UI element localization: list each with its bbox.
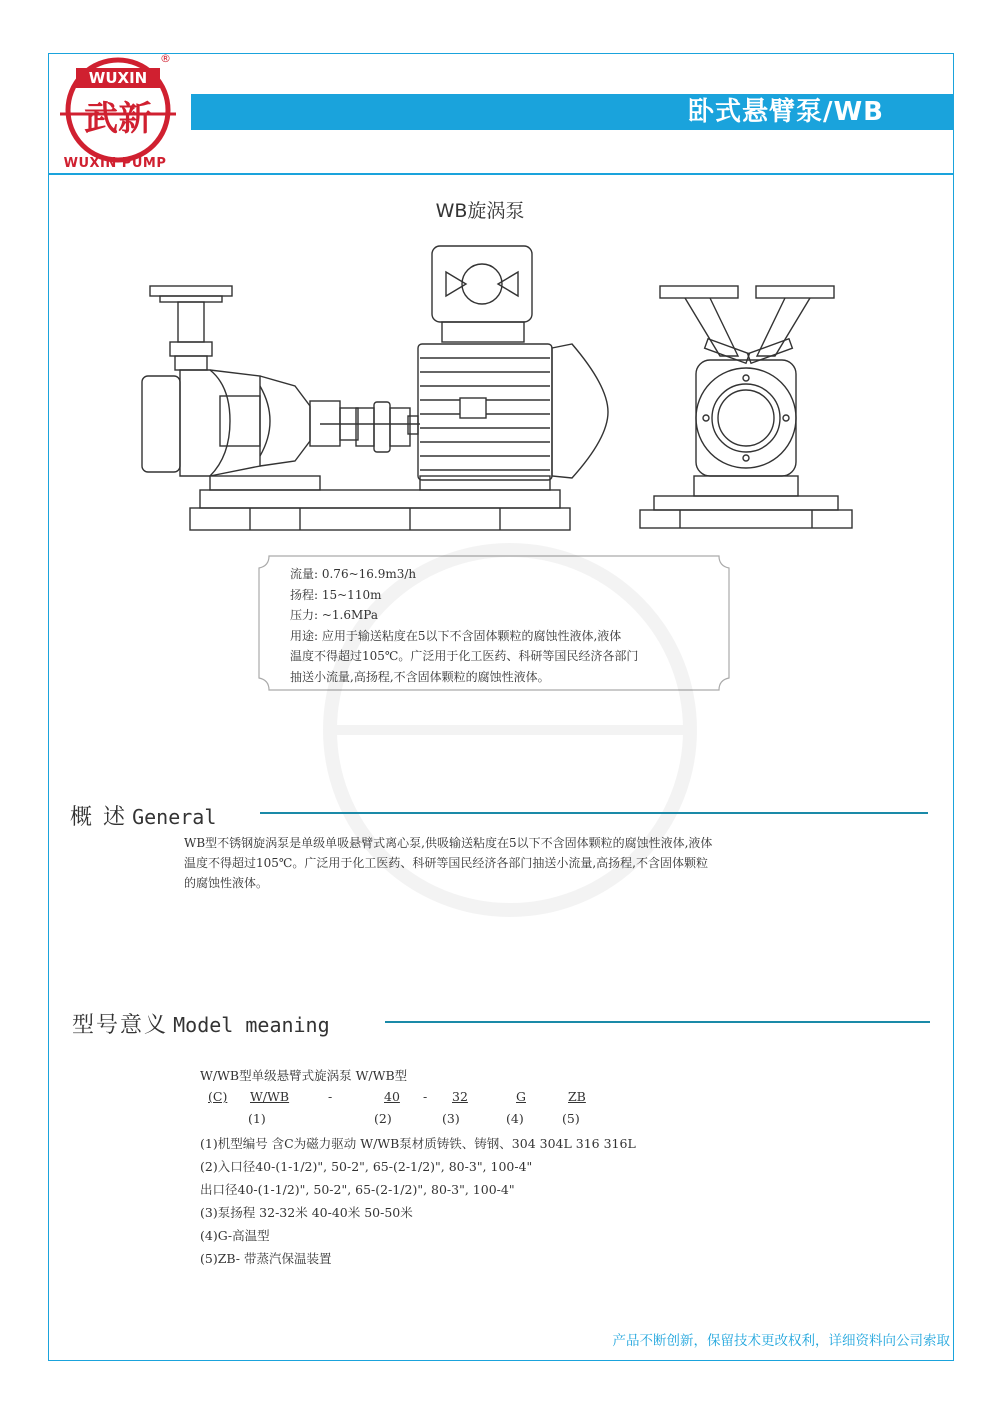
product-title: WB旋涡泵 bbox=[435, 200, 525, 222]
model-desc-4: (3)泵扬程 32-32米 40-40米 50-50米 bbox=[200, 1205, 413, 1220]
spec-usage-line-1: 用途: 应用于输送粘度在5以下不含固体颗粒的腐蚀性液体,液体 bbox=[290, 628, 622, 643]
general-line-1: WB型不锈钢旋涡泵是单级单吸悬臂式离心泵,供吸输送粘度在5以下不含固体颗粒的腐蚀性液体,液体 bbox=[184, 836, 713, 850]
end-view bbox=[640, 286, 852, 528]
header-divider bbox=[48, 173, 954, 175]
code-part-g: G bbox=[516, 1089, 526, 1104]
spec-head: 扬程: 15~110m bbox=[290, 587, 382, 602]
general-body bbox=[184, 833, 864, 893]
logo-top-text: WUXIN bbox=[88, 69, 148, 87]
pump-drawing bbox=[120, 236, 870, 536]
spec-usage-line-3: 抽送小流量,高扬程,不含固体颗粒的腐蚀性液体。 bbox=[290, 669, 550, 684]
general-line-3: 的腐蚀性液体。 bbox=[184, 876, 269, 890]
footer-note: 产品不断创新，保留技术更改权利，详细资料向公司索取 bbox=[612, 1333, 950, 1349]
registered-mark: ® bbox=[160, 52, 171, 65]
model-heading bbox=[72, 1008, 330, 1039]
general-line-2: 温度不得超过105℃。广泛用于化工医药、科研等国民经济各部门抽送小流量,高扬程,不含固体颗粒 bbox=[184, 856, 708, 870]
wuxin-logo bbox=[56, 56, 188, 172]
general-heading bbox=[70, 800, 216, 831]
model-desc-1: (1)机型编号 含C为磁力驱动 W/WB泵材质铸铁、铸钢、304 304L 316 316L bbox=[200, 1136, 636, 1151]
code-part-32: 32 bbox=[452, 1089, 468, 1104]
code-index-4: (4) bbox=[506, 1111, 524, 1126]
model-desc-3: 出口径40-(1-1/2)", 50-2", 65-(2-1/2)", 80-3", 100-4" bbox=[200, 1182, 515, 1197]
logo-subtitle: WUXIN PUMP bbox=[63, 156, 167, 171]
model-heading-rule bbox=[385, 1021, 930, 1023]
code-index-1: (1) bbox=[248, 1111, 266, 1126]
motor bbox=[408, 246, 608, 480]
code-part-c: (C) bbox=[208, 1089, 228, 1104]
spec-pressure: 压力: ~1.6MPa bbox=[290, 608, 378, 622]
model-title-line: W/WB型单级悬臂式旋涡泵 W/WB型 bbox=[200, 1068, 408, 1083]
code-index-5: (5) bbox=[562, 1111, 580, 1126]
model-desc-6: (5)ZB- 带蒸汽保温装置 bbox=[200, 1251, 332, 1266]
code-dash-2: - bbox=[423, 1089, 428, 1104]
code-index-3: (3) bbox=[442, 1111, 460, 1126]
spec-usage-line-2: 温度不得超过105℃。广泛用于化工医药、科研等国民经济各部门 bbox=[290, 649, 639, 663]
code-dash-1: - bbox=[328, 1089, 333, 1104]
logo-chinese-text: 武新 bbox=[84, 99, 152, 139]
model-heading-zh: 型号意义 bbox=[72, 1013, 169, 1038]
spec-flow: 流量: 0.76~16.9m3/h bbox=[290, 567, 417, 581]
model-code-row bbox=[200, 1089, 840, 1109]
general-heading-rule bbox=[260, 812, 928, 814]
general-heading-en: General bbox=[132, 805, 217, 829]
model-desc-5: (4)G-高温型 bbox=[200, 1228, 270, 1243]
code-part-zb: ZB bbox=[568, 1089, 586, 1104]
code-part-40: 40 bbox=[384, 1089, 400, 1104]
page-title: 卧式悬臂泵/WB bbox=[688, 97, 884, 127]
general-heading-zh: 概 述 bbox=[70, 805, 127, 830]
code-index-2: (2) bbox=[374, 1111, 392, 1126]
model-index-row bbox=[200, 1111, 840, 1131]
code-part-wwb: W/WB bbox=[250, 1089, 290, 1104]
header-bar bbox=[191, 94, 954, 130]
model-desc-2: (2)入口径40-(1-1/2)", 50-2", 65-(2-1/2)", 80-3", 100-4" bbox=[200, 1159, 533, 1174]
model-heading-en: Model meaning bbox=[173, 1013, 330, 1037]
